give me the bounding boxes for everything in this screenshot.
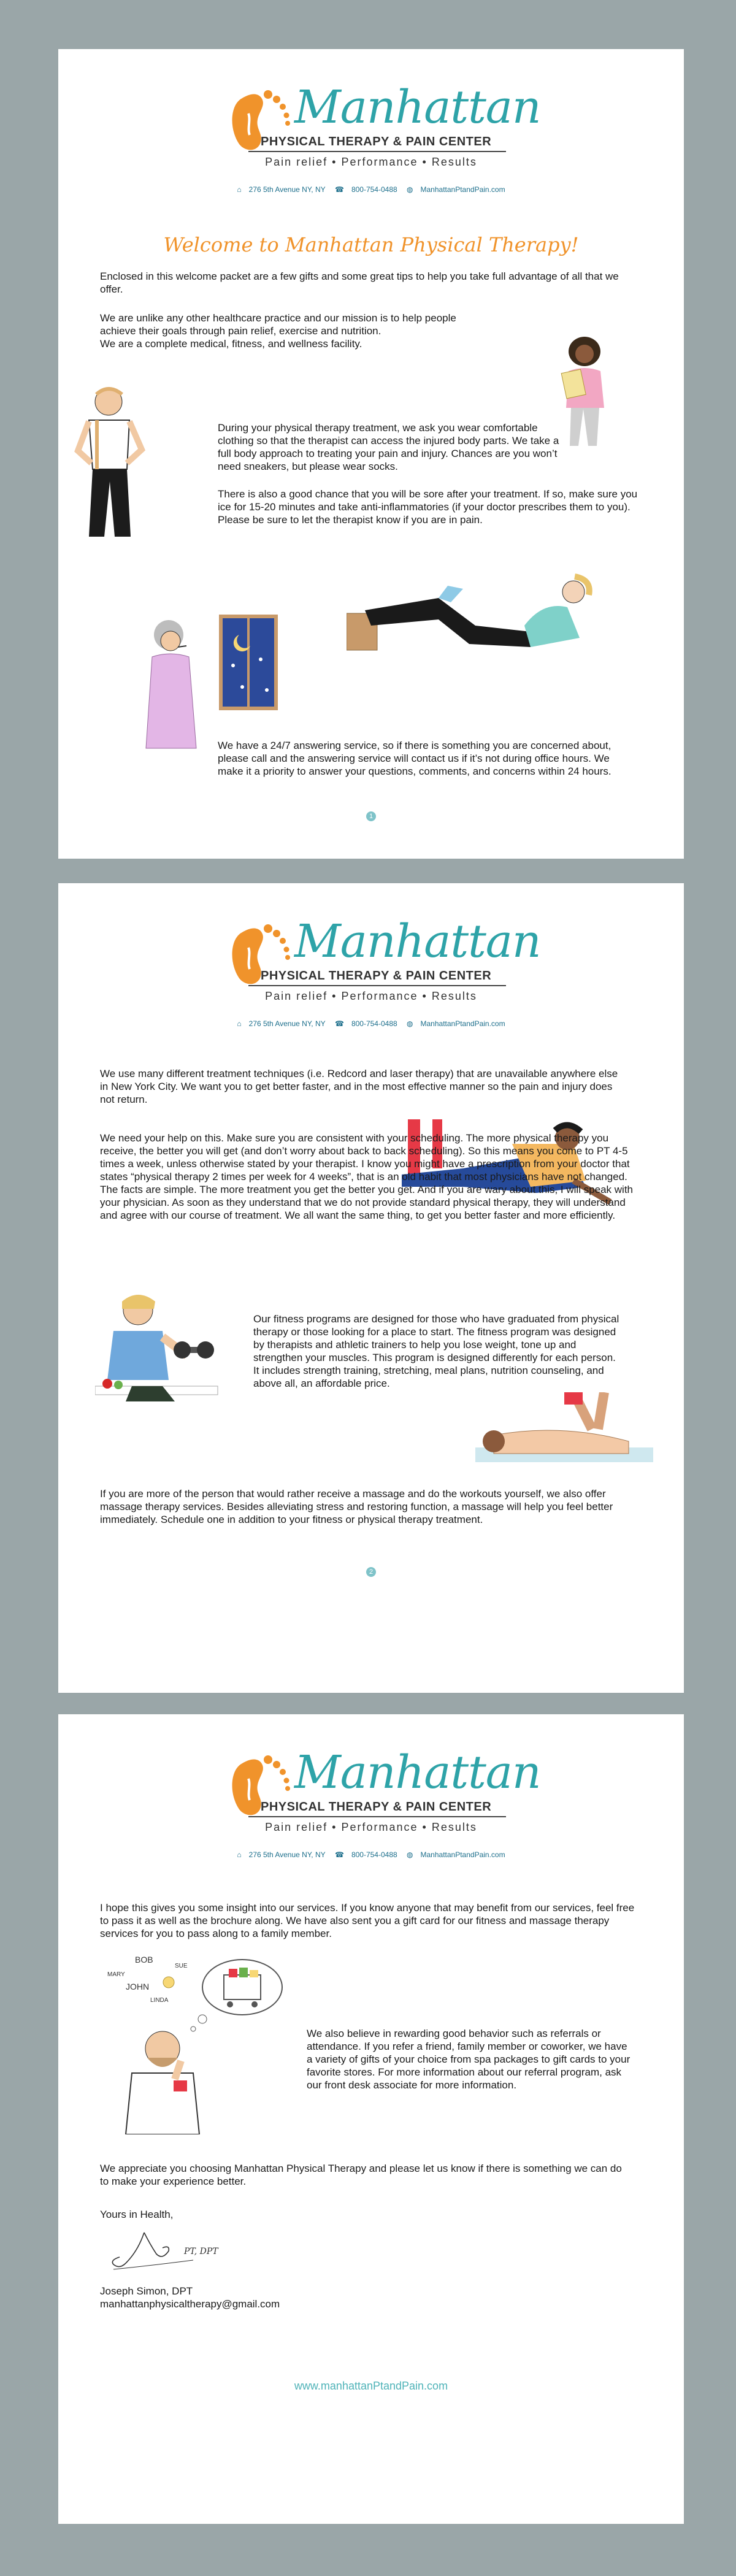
letter-page-2: [58, 883, 684, 1693]
website-link[interactable]: ManhattanPtandPain.com: [420, 185, 505, 194]
signature-credentials: PT, DPT: [184, 2247, 218, 2256]
brand-subtitle: PHYSICAL THERAPY & PAIN CENTER: [261, 135, 492, 148]
home-icon: ⌂: [237, 1850, 242, 1859]
page-number-badge: 1: [366, 811, 376, 821]
man-thinking-referrals-illustration: [89, 1950, 316, 2134]
address: 276 5th Avenue NY, NY: [248, 1019, 326, 1028]
intro-paragraph: Enclosed in this welcome packet are a few gifts and some great tips to help you take full advantage of all that we offer.: [100, 270, 619, 295]
man-standing-illustration: [71, 383, 150, 549]
phone[interactable]: 800-754-0488: [351, 1850, 397, 1859]
scheduling-text: We need your help on this. Make sure you are consistent with your scheduling. The more physical therapy you receive, the better you will get (and don’t worry about back to back scheduling). So this means you come to PT 4-5 times a week, unless otherwise stated by your therapist. I know you might have a prescription from your doctor that states “physical therapy 2 times per week for 4 weeks”, that is an old habit that most physicians have not changed. The facts are simple. The more treatment you get the better you get. And if you are wary about this, I will speak with your physician. As soon as they understand that we do not provide standard physical therapy, they will understand and agree with our course of treatment. We all want the same thing, to get you better faster and more efficiently.: [100, 1132, 634, 1221]
closing-line: Yours in Health,: [100, 2209, 174, 2220]
techniques-paragraph: We use many different treatment techniques (i.e. Redcord and laser therapy) that are unavailable anywhere else in New York City. We want you to get better faster, and in the most effective manner so the pain and injury does not return.: [100, 1068, 618, 1105]
name-bob: BOB: [135, 1955, 153, 1965]
letterhead: [58, 883, 684, 1043]
letterhead: [58, 49, 684, 209]
mission-text: We are unlike any other healthcare practice and our mission is to help people achieve their goals through pain relief, exercise and nutrition.: [100, 312, 456, 337]
appreciation-paragraph: We appreciate you choosing Manhattan Physical Therapy and please let us know if there is something we can do to make your experience better.: [100, 2163, 622, 2187]
home-icon: ⌂: [237, 185, 242, 194]
brand-subtitle: PHYSICAL THERAPY & PAIN CENTER: [261, 1800, 492, 1814]
name-mary: MARY: [107, 1971, 125, 1978]
letterhead: [58, 1714, 684, 1874]
brand-subtitle: PHYSICAL THERAPY & PAIN CENTER: [261, 969, 492, 983]
facility-text: We are a complete medical, fitness, and wellness facility.: [100, 338, 362, 350]
answering-service-paragraph: We have a 24/7 answering service, so if there is something you are concerned about, please call and the answering service will contact us if it’s not during office hours. We make it a priority to answer your questions, comments, and concerns within 24 hours.: [218, 740, 611, 777]
tagline: Pain relief • Performance • Results: [265, 156, 477, 168]
letter-page-1: [58, 49, 684, 859]
divider: [248, 985, 506, 986]
woman-icing-knee-illustration: [347, 564, 604, 656]
contact-line: [224, 1019, 518, 1028]
home-icon: ⌂: [237, 1019, 242, 1028]
signer-email[interactable]: manhattanphysicaltherapy@gmail.com: [100, 2298, 280, 2310]
clothing-paragraph: During your physical therapy treatment, we ask you wear comfortable clothing so that the therapist can access the injured body parts. We take a full body approach to treating your pain and injury. Chances are you won’t need sneakers, but please wear socks.: [218, 422, 559, 472]
massage-therapy-illustration: [475, 1392, 653, 1472]
phone[interactable]: 800-754-0488: [351, 185, 397, 194]
insight-paragraph: I hope this gives you some insight into our services. If you know anyone that may benefit from our services, feel free to pass it as well as the brochure along. We have also sent you a gift card for our fitness and massage therapy services for you to pass along to a family member.: [100, 1902, 635, 1939]
elderly-woman-night-illustration: [135, 610, 282, 751]
massage-paragraph: If you are more of the person that would rather receive a massage and do the workouts yourself, we also offer massage therapy services. Besides alleviating stress and restoring function, a massage will help you feel better immediately. Schedule one in addition to your fitness or physical therapy treatment.: [100, 1488, 613, 1525]
man-lifting-weights-illustration: [95, 1288, 224, 1405]
website-link[interactable]: ManhattanPtandPain.com: [420, 1850, 505, 1859]
signer-block: [100, 2285, 407, 2310]
name-john: JOHN: [126, 1982, 150, 1991]
divider: [248, 151, 506, 152]
logo: [224, 915, 541, 1006]
name-sue: SUE: [175, 1963, 188, 1969]
address: 276 5th Avenue NY, NY: [248, 1850, 326, 1859]
contact-line: [224, 185, 518, 194]
website-link[interactable]: ManhattanPtandPain.com: [420, 1019, 505, 1028]
logo: [224, 1746, 541, 1837]
globe-icon: ◍: [407, 1019, 413, 1028]
soreness-paragraph: There is also a good chance that you will be sore after your treatment. If so, make sure you ice for 15-20 minutes and take anti-inflammatories (if your doctor prescribes them to you). Please be sure to let the therapist know if you are in pain.: [218, 488, 638, 526]
phone-icon: ☎: [334, 1850, 344, 1859]
brand-name: Manhattan: [294, 81, 541, 134]
welcome-heading: Welcome to Manhattan Physical Therapy!: [163, 233, 579, 256]
referral-paragraph: We also believe in rewarding good behavior such as referrals or attendance. If you refer a friend, family member or coworker, we have a variety of gifts of your choice from spa packages to gift cards to your favorite stores. For more information about our referral program, ask our front desk associate for more information.: [307, 2028, 631, 2091]
brand-name: Manhattan: [294, 1746, 541, 1799]
signature-image: [101, 2226, 224, 2275]
tagline: Pain relief • Performance • Results: [265, 1821, 477, 1833]
logo: [224, 81, 541, 172]
mission-paragraph: [100, 312, 493, 350]
phone-icon: ☎: [334, 185, 344, 194]
phone-icon: ☎: [334, 1019, 344, 1028]
scheduling-paragraph: [100, 1132, 643, 1222]
footer-website-link[interactable]: www.manhattanPtandPain.com: [294, 2380, 448, 2392]
signer-name: Joseph Simon, DPT: [100, 2285, 193, 2297]
address: 276 5th Avenue NY, NY: [248, 185, 326, 194]
phone[interactable]: 800-754-0488: [351, 1019, 397, 1028]
brand-name: Manhattan: [294, 915, 541, 968]
fitness-paragraph: Our fitness programs are designed for those who have graduated from physical therapy or those looking for a place to start. The fitness program was designed by therapists and athletic trainers to help you lose weight, tone up and strengthen your muscles. This program is designed differently for each person. It includes strength training, stretching, meal plans, nutrition counseling, and above all, an affordable price.: [253, 1313, 619, 1389]
lightbulb-icon: [163, 1977, 174, 1988]
tagline: Pain relief • Performance • Results: [265, 990, 477, 1002]
divider: [248, 1816, 506, 1817]
letter-page-3: [58, 1714, 684, 2524]
name-linda: LINDA: [150, 1997, 169, 2004]
globe-icon: ◍: [407, 185, 413, 194]
contact-line: [224, 1850, 518, 1859]
page-number-badge: 2: [366, 1567, 376, 1577]
globe-icon: ◍: [407, 1850, 413, 1859]
